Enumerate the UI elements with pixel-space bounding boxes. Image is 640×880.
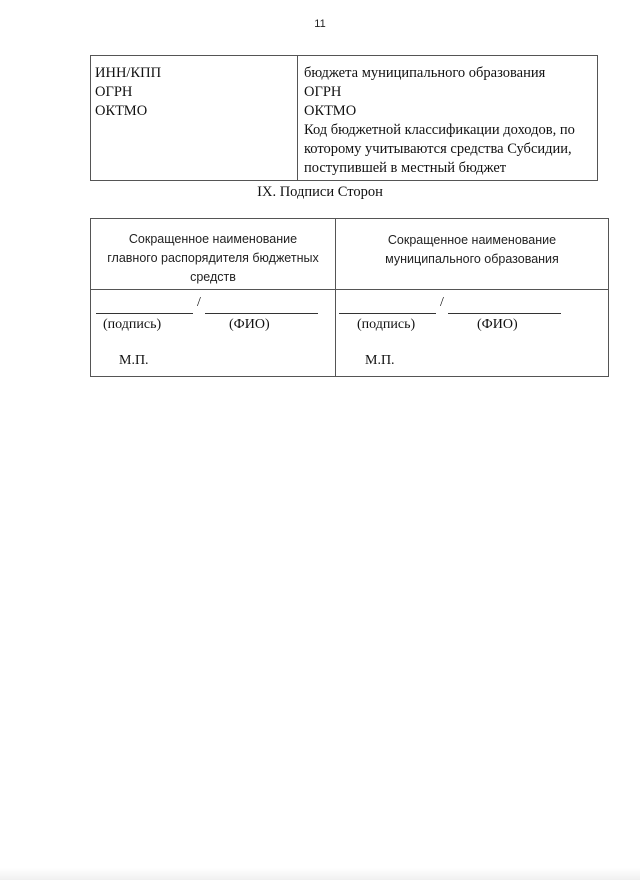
signatures-table — [90, 218, 609, 377]
kbk-line-1: Код бюджетной классификации доходов, по — [304, 122, 575, 138]
requisites-right-cell — [298, 56, 597, 180]
left-name-caption: (ФИО) — [229, 317, 270, 332]
right-stamp-label: М.П. — [365, 353, 395, 368]
page-number: 11 — [314, 18, 326, 30]
kbk-line-3: поступившей в местный бюджет — [304, 160, 507, 176]
right-slash: / — [440, 295, 444, 310]
left-stamp-label: М.П. — [119, 353, 149, 368]
scan-edge — [0, 868, 640, 880]
ogrn-label: ОГРН — [95, 84, 133, 100]
kbk-line-2: которому учитываются средства Субсидии, — [304, 141, 572, 157]
left-signature-caption: (подпись) — [103, 317, 162, 332]
requisites-left-cell — [91, 56, 298, 180]
right-signature-line — [339, 313, 436, 314]
municipal-budget-line: бюджета муниципального образования — [304, 65, 546, 81]
right-signature-caption: (подпись) — [357, 317, 416, 332]
section-title: IX. Подписи Сторон — [257, 184, 383, 200]
left-header-line: Сокращенное наименование — [128, 232, 298, 246]
right-name-caption: (ФИО) — [477, 317, 518, 332]
right-header-line: Сокращенное наименование — [387, 233, 557, 247]
left-slash: / — [197, 295, 201, 310]
right-header-line: муниципального образования — [385, 252, 559, 266]
left-party-header — [91, 230, 335, 287]
right-party-header — [336, 231, 608, 269]
left-name-line — [205, 313, 318, 314]
right-name-line — [448, 313, 561, 314]
oktmo-label: ОКТМО — [95, 103, 148, 119]
left-header-line: главного распорядителя бюджетных — [107, 251, 319, 265]
requisites-table — [90, 55, 598, 181]
inn-kpp-label: ИНН/КПП — [95, 65, 162, 81]
left-header-line: средств — [190, 270, 236, 284]
oktmo-label: ОКТМО — [304, 103, 357, 119]
ogrn-label: ОГРН — [304, 84, 342, 100]
left-signature-line — [96, 313, 193, 314]
